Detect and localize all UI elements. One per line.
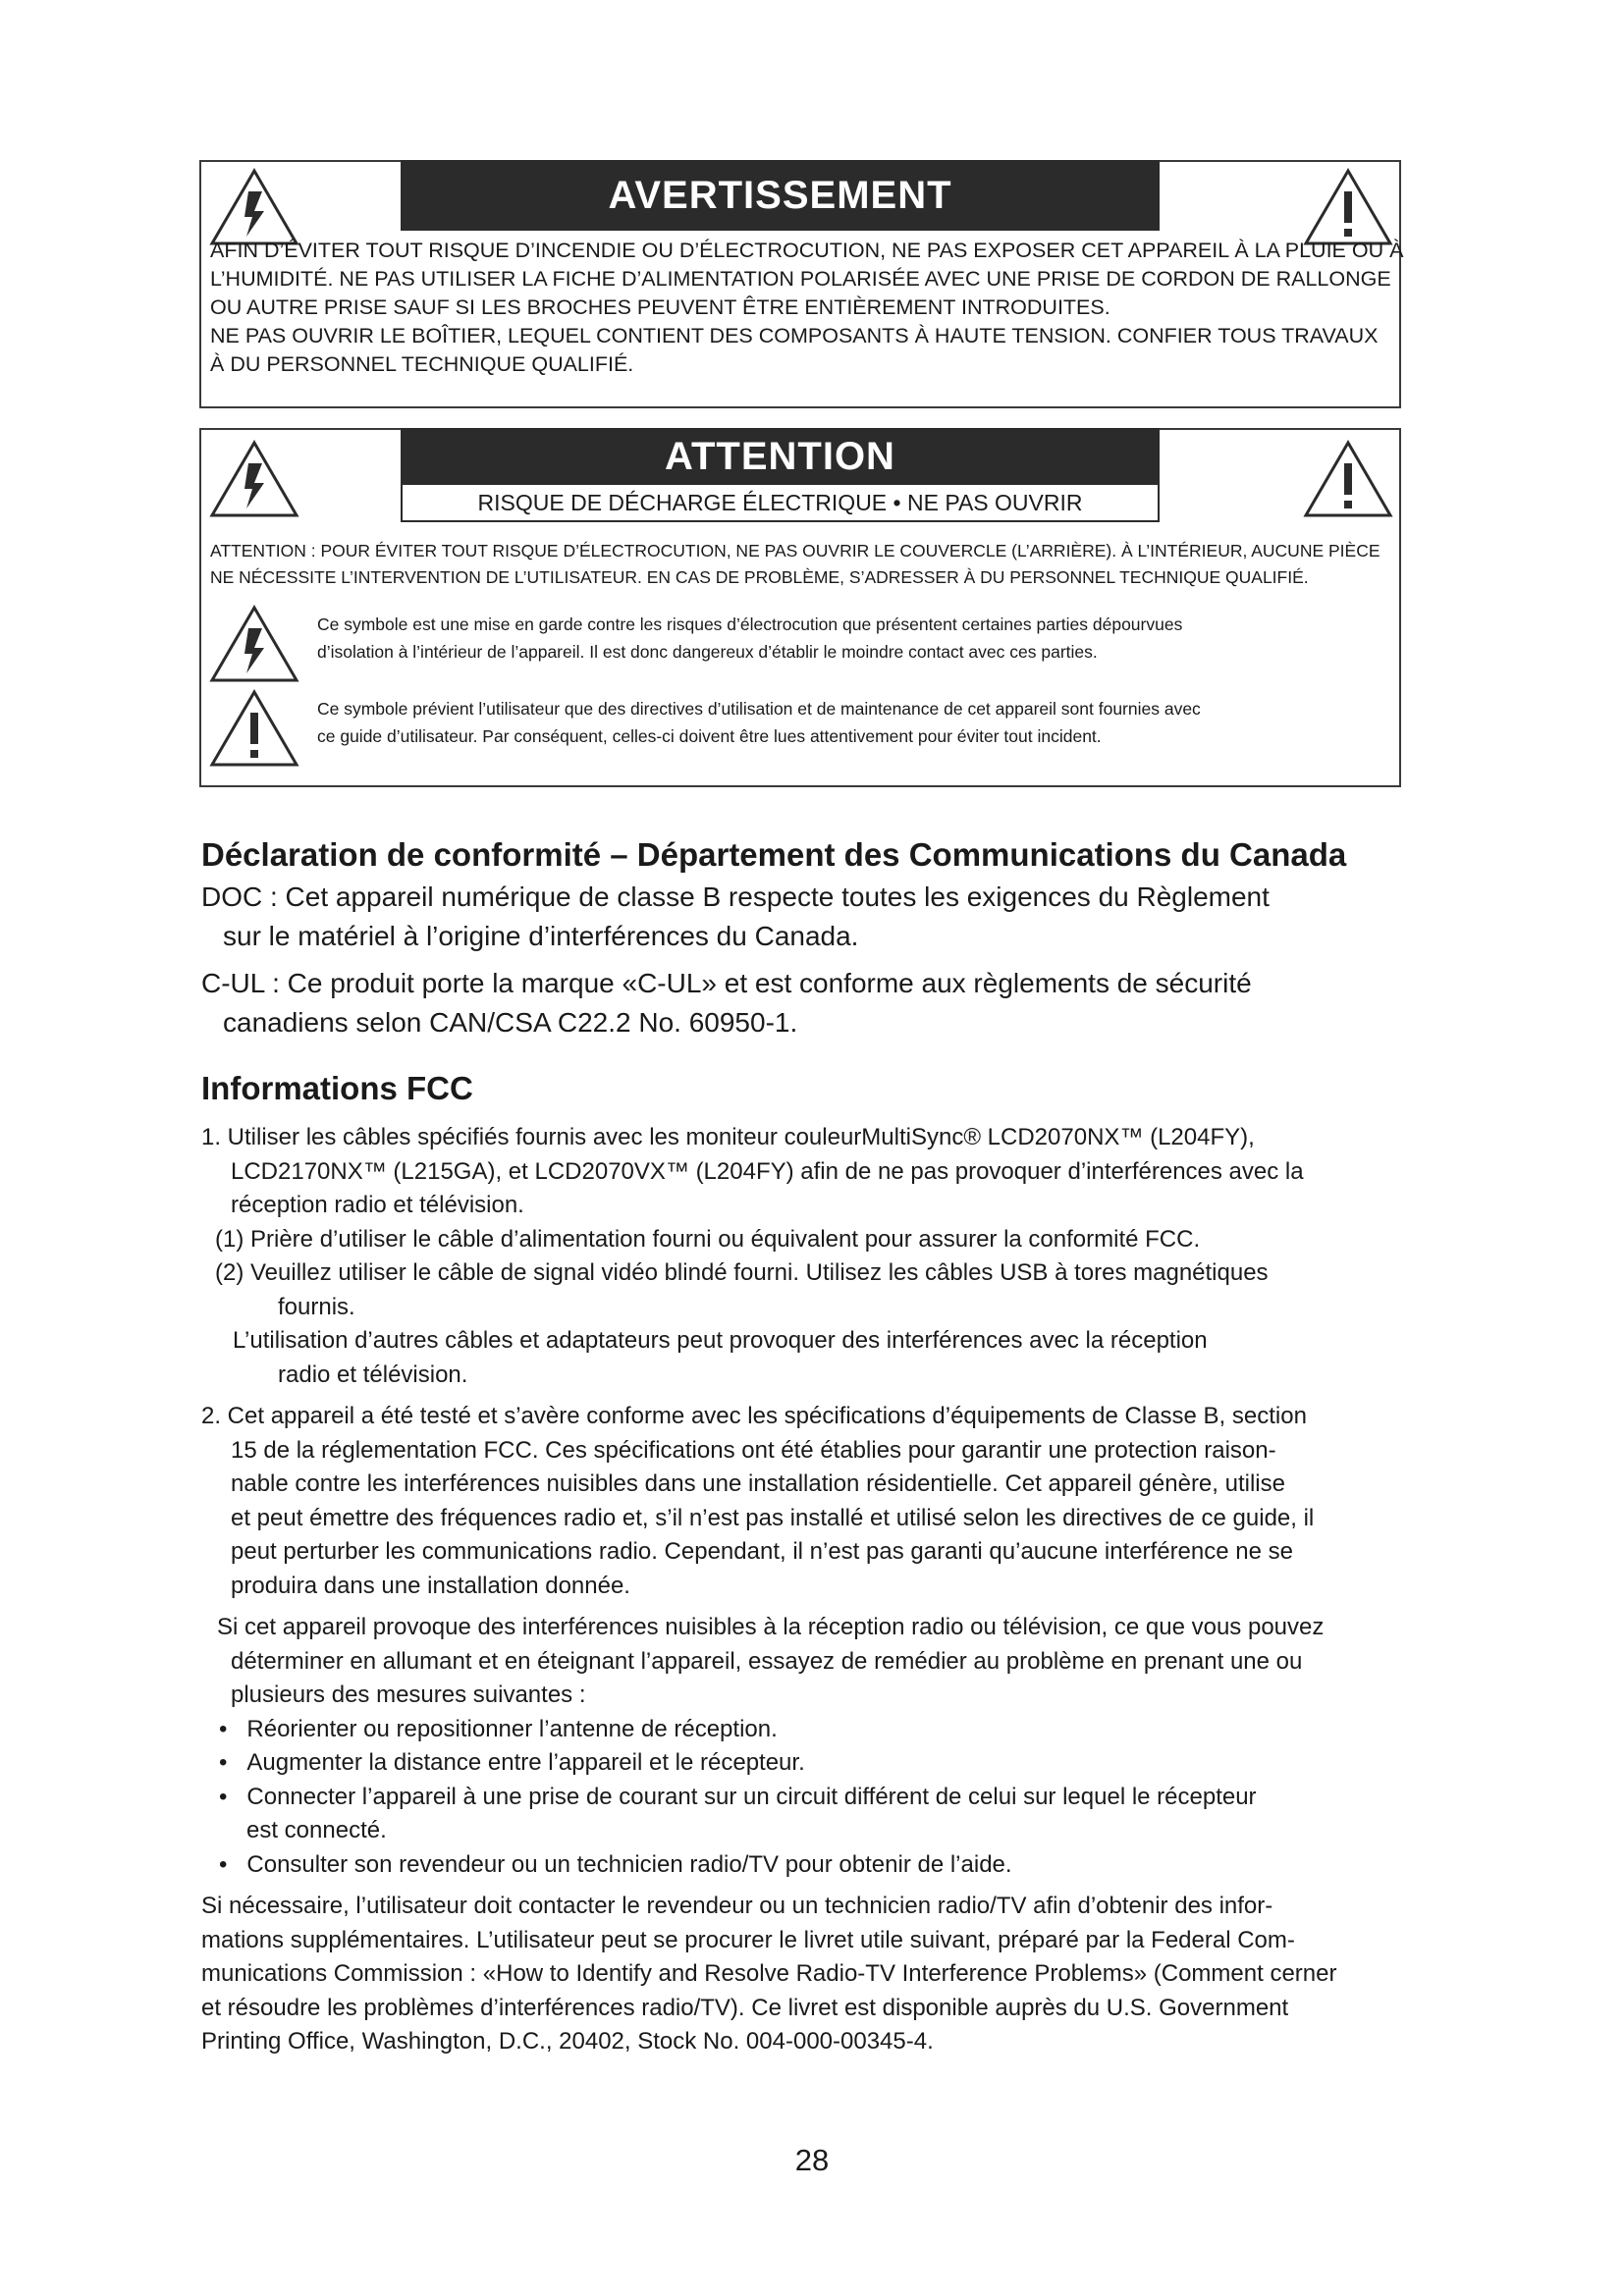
fcc-closing-line: Printing Office, Washington, D.C., 20402, Stock No. 004-000-00345-4. (201, 2028, 934, 2055)
cul-line: canadiens selon CAN/CSA C22.2 No. 60950-1. (223, 1007, 798, 1038)
list-item: • Consulter son revendeur ou un technicien radio/TV pour obtenir de l’aide. (219, 1850, 1012, 1878)
attention-line: ATTENTION : POUR ÉVITER TOUT RISQUE D’ÉLECTROCUTION, NE PAS OUVRIR LE COUVERCLE (L’ARRIÈRE). À L’INTÉRIEUR, AUCUNE PIÈCE (210, 541, 1380, 561)
bullet-icon: • (219, 1749, 247, 1776)
warning-line: OU AUTRE PRISE SAUF SI LES BROCHES PEUVENT ÊTRE ENTIÈREMENT INTRODUITES. (210, 295, 1110, 319)
warning-line: NE PAS OUVRIR LE BOÎTIER, LEQUEL CONTIENT DES COMPOSANTS À HAUTE TENSION. CONFIER TOUS TRAVAUX (210, 324, 1379, 347)
fcc-bullet-list (201, 1713, 1429, 1883)
fcc-note-line: L’utilisation d’autres câbles et adaptateurs peut provoquer des interférences avec la réception (233, 1327, 1208, 1354)
fcc-note (201, 1324, 1429, 1392)
fcc-item-2-line: et peut émettre des fréquences radio et, s’il n’est pas installé et utilisé selon les directives de ce guide, il (231, 1504, 1315, 1531)
page-number: 28 (794, 2143, 830, 2177)
exclamation-symbol-line: Ce symbole prévient l’utilisateur que des directives d’utilisation et de maintenance de cet appareil sont fournies avec (317, 699, 1201, 719)
shock-symbol-line: d’isolation à l’intérieur de l’appareil. Il est donc dangereux d’établir le moindre contact avec ces parties. (317, 642, 1098, 662)
warning-box (199, 160, 1404, 408)
fcc-closing-line: munications Commission : «How to Identify and Resolve Radio-TV Interference Problems» (Comment cerner (201, 1960, 1337, 1987)
fcc-item-2-line: 15 de la réglementation FCC. Ces spécifications ont été établies pour garantir une protection raison- (231, 1436, 1276, 1464)
declaration-section (201, 836, 1429, 1042)
list-item: • Connecter l’appareil à une prise de courant sur un circuit différent de celui sur lequel le récepteur (219, 1783, 1257, 1810)
fcc-item-2-line: 2. Cet appareil a été testé et s’avère conforme avec les spécifications d’équipements de Classe B, section (201, 1403, 1307, 1429)
exclamation-symbol-text (317, 695, 1387, 750)
fcc-item-2-line: peut perturber les communications radio. Cependant, il n’est pas garanti qu’aucune interférence ne se (231, 1538, 1293, 1565)
bullet-icon: • (219, 1715, 247, 1742)
fcc-sub-1 (201, 1223, 1429, 1257)
fcc-item-2-line: nable contre les interférences nuisibles dans une installation résidentielle. Cet appareil génère, utilise (231, 1470, 1285, 1497)
lightning-warning-icon (209, 168, 299, 246)
attention-line: NE NÉCESSITE L’INTERVENTION DE L’UTILISATEUR. EN CAS DE PROBLÈME, S’ADRESSER À DU PERSONNEL TECHNIQUE QUALIFIÉ. (210, 567, 1309, 587)
fcc-item-1-line: réception radio et télévision. (231, 1192, 524, 1218)
fcc-heading: Informations FCC (201, 1070, 473, 1106)
fcc-item-1-line: 1. Utiliser les câbles spécifiés fournis avec les moniteur couleurMultiSync® LCD2070NX™ (L204FY), (201, 1124, 1255, 1150)
fcc-item-2 (201, 1400, 1429, 1603)
fcc-closing (201, 1890, 1429, 2059)
cul-line: C-UL : Ce produit porte la marque «C-UL» et est conforme aux règlements de sécurité (201, 968, 1252, 998)
list-item: • Augmenter la distance entre l’appareil et le récepteur. (219, 1749, 805, 1776)
exclamation-symbol-line: ce guide d’utilisateur. Par conséquent, celles-ci doivent être lues attentivement pour éviter tout incident. (317, 726, 1102, 746)
exclamation-warning-icon (1303, 168, 1393, 246)
fcc-sub-2-line: (2) Veuillez utiliser le câble de signal vidéo blindé fourni. Utilisez les câbles USB à tores magnétiques (215, 1259, 1269, 1286)
warning-line: À DU PERSONNEL TECHNIQUE QUALIFIÉ. (210, 352, 634, 376)
fcc-sub-2-line: fournis. (278, 1293, 355, 1320)
exclamation-warning-icon (209, 689, 299, 768)
fcc-if-line: déterminer en allumant et en éteignant l’appareil, essayez de remédier au problème en prenant une ou (231, 1647, 1303, 1675)
fcc-section (201, 1070, 1429, 2059)
fcc-item-2-line: produira dans une installation donnée. (231, 1572, 630, 1599)
fcc-closing-line: et résoudre les problèmes d’interférences radio/TV). Ce livret est disponible auprès du U.S. Government (201, 1994, 1289, 2021)
fcc-if-line: plusieurs des mesures suivantes : (231, 1682, 586, 1708)
doc-paragraph (201, 878, 1429, 956)
bullet-icon: • (219, 1783, 247, 1810)
warning-line: L’HUMIDITÉ. NE PAS UTILISER LA FICHE D’ALIMENTATION POLARISÉE AVEC UNE PRISE DE CORDON DE RALLONGE (210, 267, 1391, 291)
shock-symbol-text (317, 611, 1387, 666)
list-item: • Réorienter ou repositionner l’antenne de réception. (219, 1715, 778, 1742)
cul-paragraph (201, 964, 1429, 1042)
fcc-if-text (201, 1611, 1429, 1713)
doc-line: DOC : Cet appareil numérique de classe B respecte toutes les exigences du Règlement (201, 881, 1270, 912)
fcc-sub-1-line: (1) Prière d’utiliser le câble d’alimentation fourni ou équivalent pour assurer la conformité FCC. (215, 1225, 1201, 1253)
warning-line: AFIN D’ÉVITER TOUT RISQUE D’INCENDIE OU D’ÉLECTROCUTION, NE PAS EXPOSER CET APPAREIL À LA PLUIE OU À (210, 239, 1404, 262)
list-item-continuation: est connecté. (246, 1817, 387, 1843)
attention-text (210, 538, 1398, 591)
shock-symbol-line: Ce symbole est une mise en garde contre les risques d’électrocution que présentent certaines parties dépourvues (317, 614, 1183, 634)
warning-title: AVERTISSEMENT (401, 160, 1160, 231)
fcc-closing-line: mations supplémentaires. L’utilisateur peut se procurer le livret utile suivant, préparé par la Federal Com- (201, 1926, 1295, 1953)
fcc-closing-line: Si nécessaire, l’utilisateur doit contacter le revendeur ou un technicien radio/TV afin d’obtenir des infor- (201, 1893, 1273, 1919)
warning-text (210, 237, 1404, 379)
lightning-warning-icon (209, 440, 299, 518)
doc-line: sur le matériel à l’origine d’interférences du Canada. (223, 921, 859, 951)
bullet-icon: • (219, 1850, 247, 1878)
lightning-warning-icon (209, 605, 299, 683)
attention-box (199, 428, 1401, 787)
fcc-item-1 (201, 1121, 1429, 1223)
attention-title: ATTENTION (401, 428, 1160, 485)
declaration-heading: Déclaration de conformité – Département des Communications du Canada (201, 836, 1347, 873)
exclamation-warning-icon (1303, 440, 1393, 518)
fcc-item-1-line: LCD2170NX™ (L215GA), et LCD2070VX™ (L204FY) afin de ne pas provoquer d’interférences avec la (231, 1157, 1304, 1185)
attention-subtitle: RISQUE DE DÉCHARGE ÉLECTRIQUE • NE PAS OUVRIR (401, 485, 1160, 522)
fcc-sub-2 (201, 1256, 1429, 1324)
fcc-if-line: Si cet appareil provoque des interférences nuisibles à la réception radio ou télévision, ce que vous pouvez (217, 1614, 1325, 1640)
fcc-note-line: radio et télévision. (278, 1361, 468, 1388)
